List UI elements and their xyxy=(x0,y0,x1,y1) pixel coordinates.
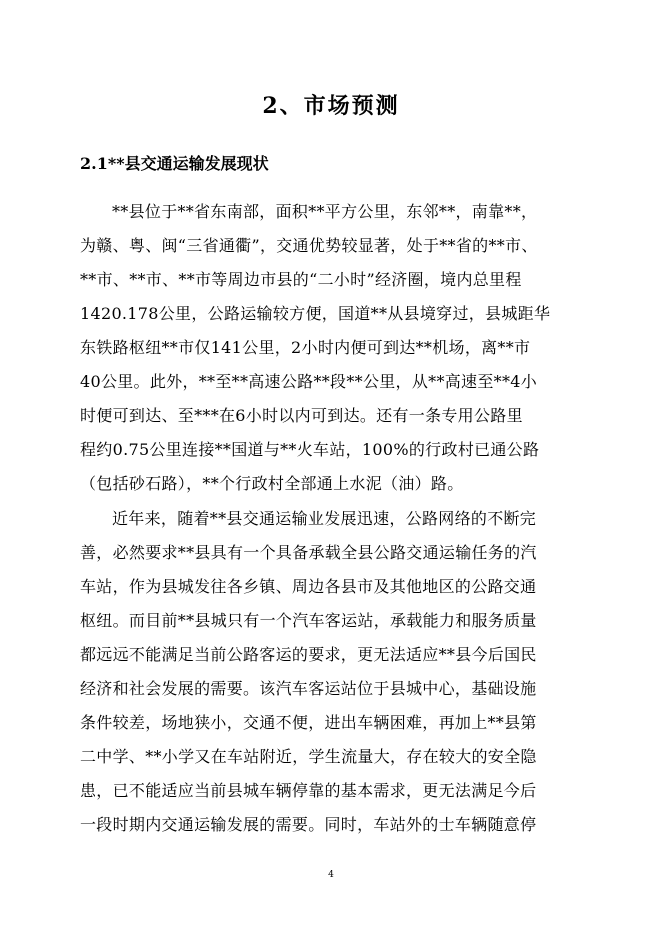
paragraph-1-line: 时便可到达、至***在6小时以内可到达。还有一条专用公路里 xyxy=(80,406,523,425)
paragraph-2-line: 善，必然要求**县具有一个具备承载全县公路交通运输任务的汽 xyxy=(80,543,537,562)
paragraph-1-line: （包括砂石路），**个行政村全部通上水泥（油）路。 xyxy=(80,474,464,493)
section-heading: 2.1**县交通运输发展现状 xyxy=(80,154,269,173)
paragraph-2-line: 经济和社会发展的需要。该汽车客运站位于县城中心，基础设施 xyxy=(80,679,537,698)
paragraph-1-line: 程约0.75公里连接**国道与**火车站，100%的行政村已通公路 xyxy=(80,440,540,459)
paragraph-1-line: 40公里。此外，**至**高速公路**段**公里，从**高速至**4小 xyxy=(80,372,538,391)
page-number: 4 xyxy=(328,870,334,880)
paragraph-1-line: **市、**市、**市等周边市县的“二小时”经济圈，境内总里程 xyxy=(80,270,522,289)
paragraph-2-line: 都远远不能满足当前公路客运的要求，更无法适应**县今后国民 xyxy=(80,645,537,664)
paragraph-2-line: 枢纽。而目前**县城只有一个汽车客运站，承载能力和服务质量 xyxy=(80,611,537,630)
paragraph-1-line: 东铁路枢纽**市仅141公里，2小时内便可到达**机场，离**市 xyxy=(80,338,531,357)
page-title: 2、市场预测 xyxy=(262,93,400,119)
paragraph-1-line: 为赣、粤、闽“三省通衢”，交通优势较显著，处于**省的**市、 xyxy=(80,236,538,255)
paragraph-1-line: 1420.178公里，公路运输较方便，国道**从县境穿过，县城距华 xyxy=(80,304,551,323)
paragraph-2-line: 二中学、**小学又在车站附近，学生流量大，存在较大的安全隐 xyxy=(80,747,537,766)
paragraph-2-line: 患，已不能适应当前县城车辆停靠的基本需求，更无法满足今后 xyxy=(80,781,537,800)
paragraph-2-line: 一段时期内交通运输发展的需要。同时，车站外的士车辆随意停 xyxy=(80,815,537,834)
paragraph-2-line: 条件较差，场地狭小，交通不便，进出车辆困难，再加上**县第 xyxy=(80,713,537,732)
paragraph-2-line: 近年来，随着**县交通运输业发展迅速，公路网络的不断完 xyxy=(112,509,537,528)
paragraph-1-line: **县位于**省东南部，面积**平方公里，东邻**，南靠**， xyxy=(112,202,538,221)
paragraph-2-line: 车站，作为县城发往各乡镇、周边各县市及其他地区的公路交通 xyxy=(80,577,537,596)
